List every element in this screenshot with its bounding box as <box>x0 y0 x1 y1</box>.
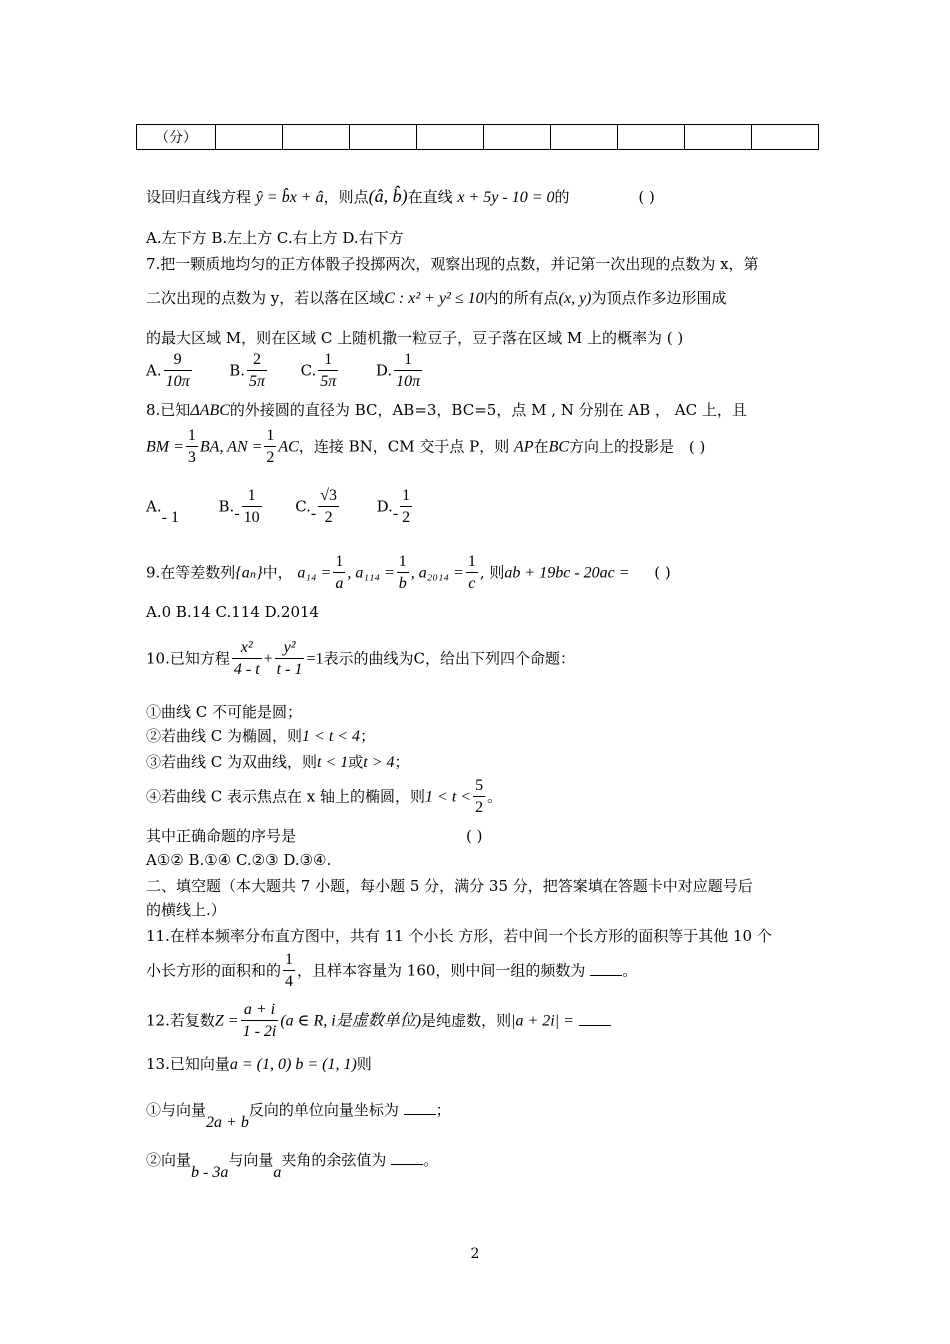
q6-stem: 设回归直线方程 ŷ = b̂x + â，则点(â, b̂)在直线 x + 5y - 10 = 0的 ( ) <box>146 186 655 206</box>
q10-prop-3: ③若曲线 C 为双曲线，则t < 1或t > 4； <box>146 753 410 771</box>
section-heading: 二、填空题（本大题共 7 小题，每小题 5 分，满分 35 分，把答案填在答题卡中对应题号后 <box>146 877 753 895</box>
q7-line3: 的最大区域 M，则在区域 C 上随机撒一粒豆子，豆子落在区域 M 上的概率为 ( ) <box>146 329 684 347</box>
sequence-an: {aₙ} <box>235 564 263 582</box>
vectors-ab: a = (1, 0) b = (1, 1) <box>229 1056 357 1073</box>
point-xy: (x, y) <box>558 290 592 307</box>
fraction: $\frac{2}{5\pi}$ <box>247 350 267 393</box>
regression-equation: ŷ = b̂x + â <box>255 189 324 206</box>
q13-sub-1: ①与向量2a + b反向的单位向量坐标为 ； <box>146 1101 451 1131</box>
line-equation: x + 5y - 10 = 0 <box>457 189 555 206</box>
fraction: $\frac{√3}{2}$ <box>318 486 339 529</box>
q11-line2: 小长方形的面积和的 $\frac{1}{4}$ ，且样本容量为 160，则中间一组的频数为 。 <box>146 950 637 993</box>
q9-options: A.0 B.14 C.114 D.2014 <box>146 603 320 621</box>
q13-stem: 13.已知向量a = (1, 0) b = (1, 1)则 <box>146 1055 372 1073</box>
vector-ap: AP <box>514 438 534 456</box>
score-cell <box>417 125 484 150</box>
answer-paren: ( ) <box>688 437 706 456</box>
fraction: $\frac{9}{10\pi}$ <box>164 350 192 393</box>
score-cell <box>618 125 685 150</box>
q10-prop-2: ②若曲线 C 为椭圆，则1 < t < 4； <box>146 727 376 745</box>
q10-ask: 其中正确命题的序号是 ( ) <box>146 827 483 845</box>
fraction: $\frac{a + i}{1 - 2i}$ <box>241 1000 279 1043</box>
score-cell <box>685 125 752 150</box>
q8-line2: BM = $\frac{1}{3}$ BA, AN = $\frac{1}{2}$ AC，连接 BN，CM 交于点 P，则 AP在BC方向上的投影是 ( ) <box>146 426 705 469</box>
fraction: $\frac{1}{2}$ <box>264 426 276 469</box>
q7-line1: 7.把一颗质地均匀的正方体骰子投掷两次，观察出现的点数，并记第一次出现的点数为 x，第 <box>146 255 759 273</box>
q8-options: A.- 1 B.- $\frac{1}{10}$ C.- $\frac{√3}{2}$ D.- $\frac{1}{2}$ <box>146 486 414 529</box>
vector-bc: BC <box>548 438 570 456</box>
fraction: $\frac{1}{4}$ <box>283 950 295 993</box>
q9-stem: 9.在等差数列{aₙ}中， a₁₄ = $\frac{1}{a}$ , a₁₁₄ = $\frac{1}{b}$ , a₂₀₁₄ = $\frac{1}{c}$ , 则ab + 19bc - 20ac = ( ) <box>146 552 671 595</box>
answer-paren: ( ) <box>638 188 655 206</box>
page-number: 2 <box>470 1246 480 1262</box>
q8-line1: 8.已知ΔABC的外接圆的直径为 BC，AB=3，BC=5，点 M , N 分别在 AB ， AC 上，且 <box>146 401 747 419</box>
triangle-abc: ΔABC <box>190 402 230 419</box>
fraction: $\frac{5}{2}$ <box>473 776 485 819</box>
fraction: $\frac{1}{3}$ <box>186 426 198 469</box>
target-expression: ab + 19bc - 20ac = <box>504 564 630 582</box>
score-table <box>136 124 819 150</box>
score-label-cell: （分） <box>137 125 216 150</box>
fraction: $\frac{1}{10\pi}$ <box>394 350 422 393</box>
answer-blank <box>391 1150 423 1165</box>
score-cell <box>752 125 819 150</box>
fraction: $\frac{1}{a}$ <box>333 552 345 595</box>
score-cell <box>216 125 283 150</box>
fraction: $\frac{1}{2}$ <box>400 486 412 529</box>
q10-prop-1: ①曲线 C 不可能是圆； <box>146 703 303 721</box>
q6-options: A.左下方 B.左上方 C.右上方 D.右下方 <box>146 229 404 247</box>
answer-blank <box>579 1011 611 1026</box>
fraction: $\frac{1}{10}$ <box>242 486 262 529</box>
q10-options: A①② B.①④ C.②③ D.③④. <box>146 851 332 869</box>
fraction: $\frac{\text{x²}}{4 - t}$ <box>232 638 262 681</box>
point-ab: (â, b̂) <box>368 186 408 206</box>
score-cell <box>484 125 551 150</box>
fraction: $\frac{1}{5\pi}$ <box>318 350 338 393</box>
q10-prop-4: ④若曲线 C 表示焦点在 x 轴上的椭圆，则1 < t < $\frac{5}{2}$ 。 <box>146 776 502 819</box>
fraction: $\frac{1}{c}$ <box>466 552 478 595</box>
q13-sub-2: ②向量b - 3a与向量a夹角的余弦值为 。 <box>146 1151 439 1181</box>
q7-options: A. $\frac{9}{10\pi}$ B. $\frac{2}{5\pi}$ C. $\frac{1}{5\pi}$ D. $\frac{1}{10\pi}$ <box>146 350 424 393</box>
score-cell <box>551 125 618 150</box>
section-heading-cont: 的横线上.） <box>146 901 226 919</box>
q10-stem: 10.已知方程 $\frac{\text{x²}}{4 - t}$ + $\frac{\text{y²}}{t - 1}$ =1表示的曲线为C，给出下列四个命题： <box>146 638 575 681</box>
score-cell <box>350 125 417 150</box>
answer-blank <box>404 1100 436 1115</box>
fraction: $\frac{\text{y²}}{t - 1}$ <box>275 638 305 681</box>
answer-paren: ( ) <box>654 563 671 582</box>
answer-blank <box>590 961 622 976</box>
region-c: C : x² + y² ≤ 10 <box>384 290 484 307</box>
q7-line2: 二次出现的点数为 y，若以落在区域C : x² + y² ≤ 10内的所有点(x, y)为顶点作多边形围成 <box>146 289 727 307</box>
q11-line1: 11.在样本频率分布直方图中，共有 11 个小长 方形，若中间一个长方形的面积等于其他 10 个 <box>146 927 772 945</box>
answer-paren: ( ) <box>466 827 483 845</box>
score-cell <box>283 125 350 150</box>
fraction: $\frac{1}{b}$ <box>397 552 409 595</box>
q12-stem: 12.若复数Z = $\frac{a + i}{1 - 2i}$ (a ∈ R, i是虚数单位)是纯虚数，则|a + 2i| = <box>146 1000 611 1043</box>
